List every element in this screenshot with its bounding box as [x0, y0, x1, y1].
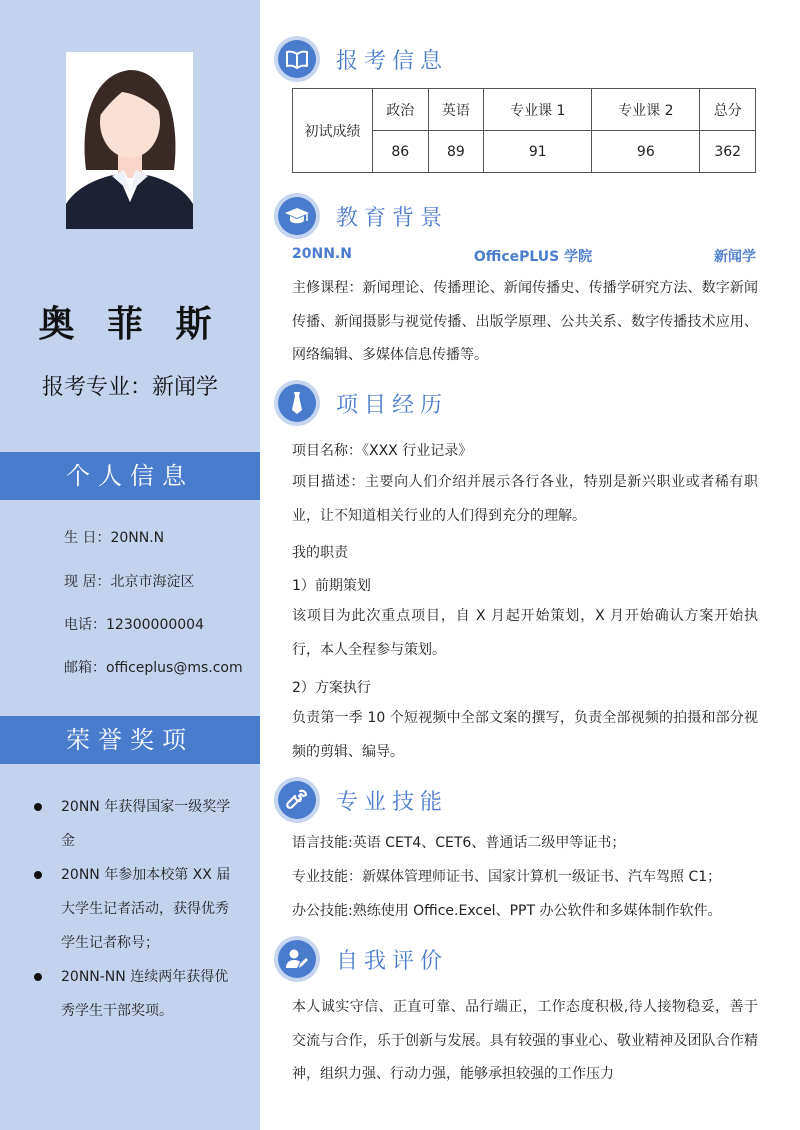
email-field: 邮箱：officeplus@ms.com	[64, 660, 243, 676]
score-cell: 89	[428, 131, 484, 173]
phase-one-title: 1）前期策划	[292, 578, 371, 594]
table-row	[293, 89, 756, 131]
book-icon	[274, 36, 320, 82]
honors-heading: 荣誉奖项	[0, 716, 260, 764]
candidate-name: 奥 菲 斯	[38, 304, 222, 345]
skills-section-title: 专业技能	[336, 789, 449, 815]
project-name: 项目名称：《XXX 行业记录》	[292, 443, 473, 459]
main-content	[260, 0, 800, 1130]
score-cell: 96	[592, 131, 700, 173]
score-header: 专业课 2	[592, 89, 700, 131]
self-eval-section-header	[274, 935, 448, 983]
skill-item: 专业技能：新媒体管理师证书、国家计算机一级证书、汽车驾照 C1；	[292, 869, 722, 885]
skill-item: 办公技能:熟练使用 Office.Excel、PPT 办公软件和多媒体制作软件。	[292, 903, 722, 919]
score-cell: 362	[700, 131, 756, 173]
phase-two-description: 负责第一季 10 个短视频中全部文案的撰写，负责全部视频的拍摄和部分视频的剪辑、编导。	[292, 710, 758, 760]
applied-major: 报考专业：新闻学	[41, 375, 218, 400]
skills-section-header	[274, 776, 448, 824]
skill-item: 语言技能:英语 CET4、CET6、普通话二级甲等证书；	[292, 835, 626, 851]
score-header: 总分	[700, 89, 756, 131]
avatar-illustration	[66, 52, 193, 229]
project-section-title: 项目经历	[336, 392, 449, 418]
self-eval-section-title: 自我评价	[336, 948, 449, 974]
self-eval-text: 本人诚实守信、正直可靠、品行端正，工作态度积极,待人接物稳妥，善于交流与合作，乐于创新与发展。具有较强的事业心、敬业精神及团队合作精神，组织力强、行动力强，能够承担较强的工作压力	[292, 999, 758, 1082]
graduation-cap-icon	[274, 193, 320, 239]
exam-section-header	[274, 35, 448, 83]
project-description: 项目描述：主要向人们介绍并展示各行各业，特别是新兴职业或者稀有职业，让不知道相关行业的人们得到充分的理解。	[292, 474, 758, 524]
phone-field: 电话：12300000004	[64, 617, 204, 633]
birthday-field: 生 日：20NN.N	[64, 530, 165, 546]
honor-item: 20NN 年参加本校第 XX 届大学生记者活动，获得优秀学生记者称号；	[34, 858, 240, 960]
score-header: 专业课 1	[484, 89, 592, 131]
honor-item: 20NN-NN 连续两年获得优秀学生干部奖项。	[34, 960, 240, 1028]
education-section-title: 教育背景	[336, 205, 449, 231]
score-header: 英语	[428, 89, 484, 131]
education-major: 新闻学	[714, 249, 756, 265]
score-cell: 91	[484, 131, 592, 173]
profile-photo	[66, 52, 193, 229]
education-courses: 主修课程：新闻理论、传播理论、新闻传播史、传播学研究方法、数字新闻传播、新闻摄影与视觉传播、出版学原理、公共关系、数字传播技术应用、网络编辑、多媒体信息传播等。	[292, 280, 758, 363]
honors-list	[34, 790, 240, 1028]
education-school: OfficePLUS 学院	[473, 249, 593, 265]
user-edit-icon	[274, 936, 320, 982]
personal-info-heading: 个人信息	[0, 452, 260, 500]
education-section-header	[274, 192, 448, 240]
exam-section-title: 报考信息	[336, 48, 449, 74]
phase-two-title: 2）方案执行	[292, 680, 371, 696]
residence-field: 现 居：北京市海淀区	[64, 574, 195, 590]
honor-item: 20NN 年获得国家一级奖学金	[34, 790, 240, 858]
score-header: 政治	[373, 89, 429, 131]
score-row-label: 初试成绩	[293, 89, 373, 173]
project-section-header	[274, 379, 448, 427]
education-summary	[292, 246, 756, 266]
tie-icon	[274, 380, 320, 426]
sidebar	[0, 0, 260, 1130]
duty-title: 我的职责	[292, 545, 348, 561]
education-period: 20NN.N	[292, 246, 352, 262]
score-cell: 86	[373, 131, 429, 173]
score-table	[292, 88, 756, 173]
wrench-icon	[274, 777, 320, 823]
phase-one-description: 该项目为此次重点项目，自 X 月起开始策划，X 月开始确认方案开始执行，本人全程参与策划。	[292, 608, 758, 658]
